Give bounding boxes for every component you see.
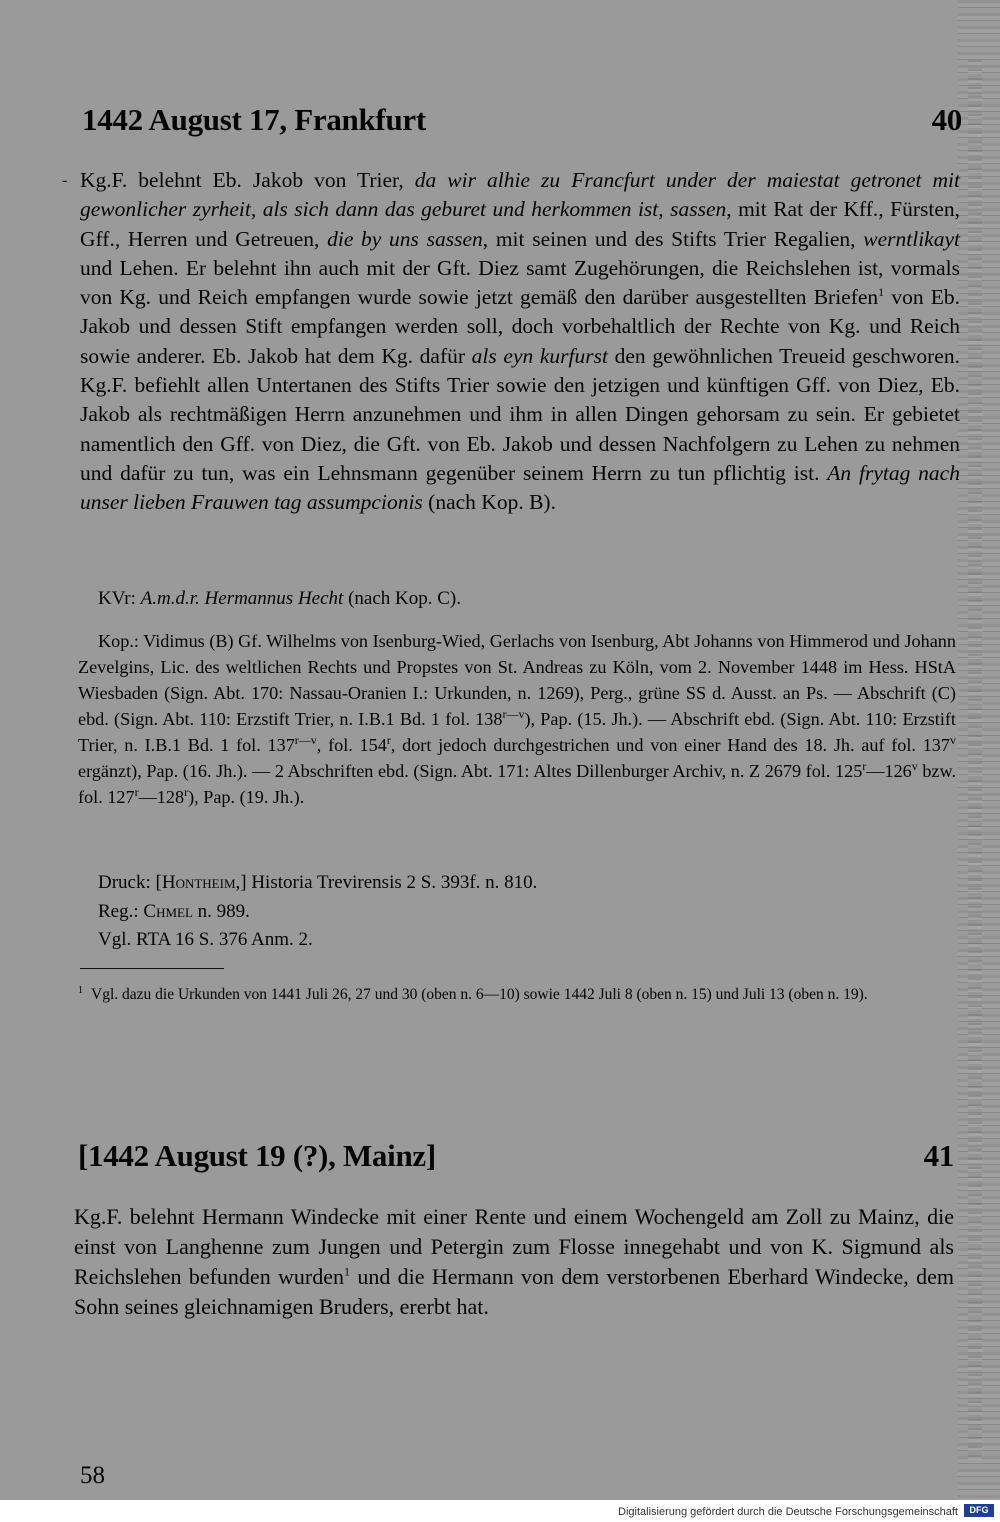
regest-text	[80, 166, 960, 518]
footnote-mark: 1	[78, 984, 83, 996]
footnote-ref: 1	[878, 285, 885, 300]
regest-part: Kg.F. belehnt Eb. Jakob von Trier,	[80, 168, 415, 192]
folio-side: r—v	[502, 706, 525, 721]
margin-mark: -	[62, 172, 68, 189]
regest-part: und die Hermann von dem verstorbenen Eberhard Windecke, dem Sohn seines gleichnamigen Bruders, ererbt hat.	[74, 1264, 954, 1319]
regest-part: , mit seinen und des Stifts Trier Regalien,	[482, 226, 864, 251]
digitization-footer	[0, 1500, 1000, 1522]
quoted-source-text: da wir alhie zu Francfurt under der maiestat getronet mit gewonlicher zyrheit, als sich dann das geburet und herkommen ist, sassen	[80, 168, 960, 222]
kvr-signature: A.m.d.r. Hermannus Hecht	[140, 588, 344, 609]
druck-label: Druck:	[98, 872, 156, 893]
kvr-label: KVr:	[98, 588, 141, 609]
page-edge-texture	[968, 60, 982, 1460]
folio-side: r	[386, 732, 391, 747]
druck-line	[98, 869, 537, 898]
folio-side: r—v	[294, 732, 317, 747]
folio-side: v	[949, 732, 956, 747]
entry-heading-40	[82, 102, 962, 138]
funding-credit: Digitalisierung gefördert durch die Deutsche Forschungsgemeinschaft	[618, 1506, 958, 1518]
kvr-source: (nach Kop. C).	[343, 588, 461, 609]
regest-part: , mit Rat der Kff., Fürsten, Gff., Herren und Getreuen,	[80, 197, 960, 251]
regest-part: (nach Kop. B).	[422, 490, 556, 515]
reg-author: Chmel	[143, 900, 193, 922]
quoted-source-text: als eyn kurfurst	[471, 343, 608, 368]
regest-part: den gewöhnlichen Treueid geschworen. Kg.F. befiehlt allen Untertanen des Stifts Trier sowie den jetzigen und künftigen Gff. von Diez, Eb. Jakob als rechtmäßigen Herrn anzunehmen und ihm in allen Dingen gehorsam zu sein. Er gebietet namentlich den Gff. von Diez, die Gft. von Eb. Jakob und dessen Nachfolgern zu Lehen zu nehmen und dafür zu tun, was ein Lehnsmann gegenüber seinem Herrn zu tun pflichtig ist.	[80, 343, 960, 485]
folio-side: v	[911, 758, 918, 773]
footnote-divider	[80, 968, 224, 969]
footnote-ref: 1	[344, 1264, 350, 1279]
folio-side: r	[184, 784, 189, 799]
folio-side: r	[862, 758, 867, 773]
entry-heading-41	[78, 1138, 954, 1174]
druck-author: [Hontheim,]	[155, 872, 247, 893]
quoted-source-text: An frytag nach unser lieben Frauwen tag assumpcionis	[80, 460, 960, 515]
regest-paragraph	[74, 1202, 954, 1322]
regest-part: Kg.F. belehnt Hermann Windecke mit einer Rente und einem Wochengeld am Zoll zu Mainz, die einst von Langhenne zum Jungen und Petergin zum Flosse innegehabt und von K. Sigmund als Reichslehen befunden wurden	[74, 1204, 954, 1289]
reg-label: Reg.:	[98, 900, 144, 922]
page-number: 58	[80, 1462, 105, 1489]
entry-heading-title: 1442 August 17, Frankfurt	[82, 102, 426, 137]
folio-side: r	[134, 784, 139, 799]
footnote	[78, 984, 958, 1005]
kopie-notes	[78, 628, 956, 810]
reg-line	[98, 898, 537, 927]
reg-rest: n. 989.	[192, 900, 250, 922]
entry-number: 40	[931, 102, 962, 137]
regest-part: von Eb. Jakob und dessen Stift empfangen werden soll, doch vorbehaltlich der Rechte von Kg. und Reich sowie anderer. Eb. Jakob hat dem Kg. dafür	[80, 285, 961, 368]
kopie-paragraph: Kop.: Vidimus (B) Gf. Wilhelms von Isenburg-Wied, Gerlachs von Isenburg, Abt Johanns von Himmerod und Johann Zevelgins, Lic. des weltlichen Rechts und Propstes von St. Andreas zu Köln, vom 2. November 1448 im Hess. HStA Wiesbaden (Sign. Abt. 170: Nassau-Oranien I.: Urkunden, n. 1269), Perg., grüne SS d. Ausst. an Ps. — Abschrift (C) ebd. (Sign. Abt. 110: Erzstift Trier, n. I.B.1 Bd. 1 fol. $138^{r—v}$), Pap. (15. Jh.). — Abschrift ebd. (Sign. Abt. 110: Erzstift Trier, n. I.B.1 Bd. 1 fol. $137^{r—v}$, fol. 154$^r$, dort jedoch durchgestrichen und von einer Hand des 18. Jh. auf fol. 137$^v$ ergänzt), Pap. (16. Jh.). — 2 Abschriften ebd. (Sign. Abt. 171: Altes Dillenburger Archiv, n. Z 2679 fol. 125$^r$—126$^v$ bzw. fol. 127$^r$—128$^r$), Pap. (19. Jh.).	[78, 631, 956, 807]
quoted-source-text: die by uns sassen	[327, 226, 483, 251]
entry-number: 41	[923, 1138, 954, 1173]
footnote-text: Vgl. dazu die Urkunden von 1441 Juli 26, 27 und 30 (oben n. 6—10) sowie 1442 Juli 8 (oben n. 15) und Juli 13 (oben n. 19).	[91, 986, 868, 1003]
dfg-logo: DFG	[964, 1504, 994, 1517]
vgl-line: Vgl. RTA 16 S. 376 Anm. 2.	[98, 929, 313, 950]
regest-paragraph	[80, 166, 960, 518]
regest-part: und Lehen. Er belehnt ihn auch mit der Gft. Diez samt Zugehörungen, die Reichslehen ist, vormals von Kg. und Reich empfangen wurde sowie jetzt gemäß den darüber ausgestellten Briefen	[80, 255, 960, 310]
entry-heading-title: [1442 August 19 (?), Mainz]	[78, 1138, 436, 1173]
print-references	[98, 869, 537, 955]
druck-rest: Historia Trevirensis 2 S. 393f. n. 810.	[246, 872, 538, 893]
quoted-source-text: werntlikayt	[863, 226, 960, 251]
kanzleivermerk	[98, 588, 461, 610]
regest-text-2	[74, 1202, 954, 1322]
